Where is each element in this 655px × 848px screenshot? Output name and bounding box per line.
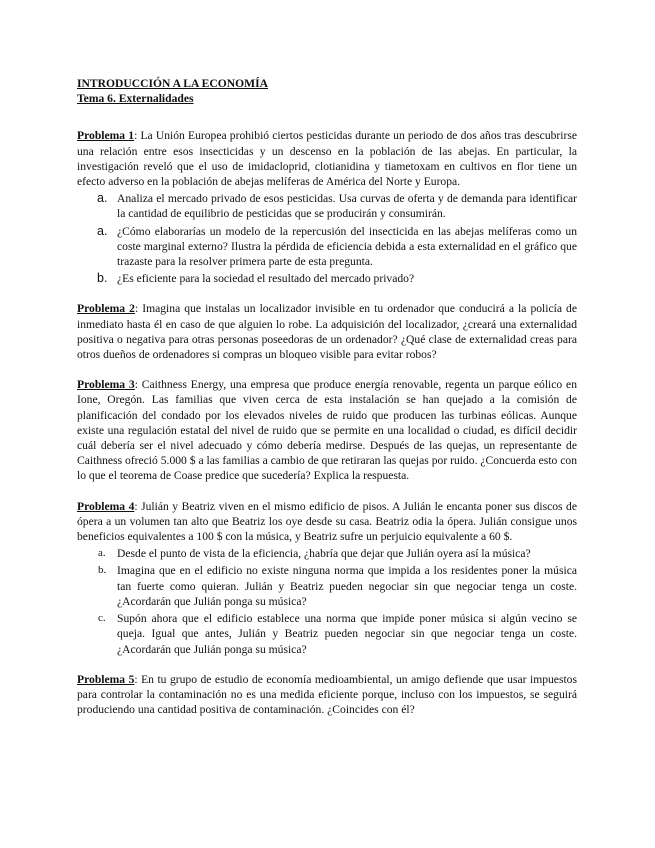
list-item bbox=[77, 191, 577, 221]
problem-5-text: : En tu grupo de estudio de economía medioambiental, un amigo defiende que usar impuestos para controlar la contaminación no es una medida eficiente porque, incluso con los impuestos, se seguirá produciendo una cantidad positiva de contaminación. ¿Coincides con él? bbox=[77, 672, 577, 717]
problem-4-text: : Julián y Beatriz viven en el mismo edificio de pisos. A Julián le encanta poner sus discos de ópera a un volumen tan alto que Beatriz los oye desde su casa. Beatriz odia la ópera. Julián consigue unos beneficios equivalentes a 100 $ con la música, y Beatriz sufre un perjuicio equivalente a 60 $. bbox=[77, 499, 578, 544]
list-item bbox=[77, 563, 577, 609]
list-item-text: Imagina que en el edificio no existe ninguna norma que impida a los residentes poner la música tan fuerte como quieran. Julián y Beatriz pueden negociar sin que negociar tenga un coste. ¿Acordarán que Julián ponga su música? bbox=[117, 564, 577, 608]
topic-title: Tema 6. Externalidades bbox=[77, 92, 194, 106]
list-marker: a. bbox=[98, 547, 106, 560]
list-item bbox=[77, 271, 577, 286]
problem-5 bbox=[77, 672, 577, 718]
list-item-text: ¿Es eficiente para la sociedad el resultado del mercado privado? bbox=[117, 272, 415, 286]
problem-2 bbox=[77, 301, 577, 362]
list-item bbox=[77, 611, 577, 657]
problem-5-label: Problema 5 bbox=[77, 672, 135, 686]
problem-3 bbox=[77, 377, 577, 483]
problem-1 bbox=[77, 128, 577, 286]
problem-1-label: Problema 1 bbox=[77, 129, 135, 143]
list-marker: a. bbox=[97, 223, 108, 238]
problem-4 bbox=[77, 499, 577, 657]
course-title: INTRODUCCIÓN A LA ECONOMÍA bbox=[77, 77, 268, 90]
list-item bbox=[77, 224, 577, 270]
list-item-text: Analiza el mercado privado de esos pesticidas. Usa curvas de oferta y de demanda para identificar la cantidad de equilibrio de pesticidas que se producirán y consumirán. bbox=[117, 192, 577, 221]
list-item-text: ¿Cómo elaborarías un modelo de la repercusión del insecticida en las abejas melíferas como un coste marginal externo? Ilustra la pérdida de eficiencia debida a esta externalidad en el gráfico que trazaste para la resolver primera parte de esta pregunta. bbox=[117, 224, 577, 269]
problem-3-text: : Caithness Energy, una empresa que produce energía renovable, regenta un parque eólico en Ione, Oregón. Las familias que viven cerca de esta instalación se han quejado a la comisión de planificación del condado por los elevados niveles de ruido que producen las turbinas eólicas. Aunque existe una regulación estatal del nivel de ruido que se permite en una localidad o ciudad, es difícil decidir cuál debería ser el nivel adecuado y cómo debería medirse. Después de las quejas, un representante de Caithness ofreció 5.000 $ a las familias a cambio de que retiraran las quejas por ruido. ¿Concuerda esto con lo que el teorema de Coase predice que sucedería? Explica la respuesta. bbox=[77, 378, 577, 483]
problem-2-label: Problema 2 bbox=[77, 302, 135, 316]
document-page bbox=[77, 76, 577, 717]
list-marker: a. bbox=[97, 191, 108, 206]
problem-1-subitems bbox=[77, 191, 577, 286]
problem-4-subitems bbox=[77, 546, 577, 656]
list-marker: c. bbox=[98, 612, 106, 625]
problem-1-text: : La Unión Europea prohibió ciertos pesticidas durante un periodo de dos años tras descubrirse una relación entre esos insecticidas y un descenso en la población de las abejas. En particular, la investigación reveló que el uso de imidacloprid, clotianidina y tiametoxam en cultivos en flor tiene un efecto adverso en la población de abejas melíferas de América del Norte y Europa. bbox=[77, 129, 578, 189]
list-item-text: Desde el punto de vista de la eficiencia, ¿habría que dejar que Julián oyera así la música? bbox=[117, 547, 531, 561]
list-item bbox=[77, 546, 577, 561]
list-marker: b. bbox=[97, 271, 108, 286]
problem-4-label: Problema 4 bbox=[77, 499, 135, 513]
problem-2-text: : Imagina que instalas un localizador invisible en tu ordenador que conducirá a la policía de inmediato hasta él en caso de que alguien lo robe. La adquisición del localizador, ¿creará una externalidad positiva o negativa para otras personas poseedoras de un ordenador? ¿Qué clase de externalidad creas para otros dueños de ordenadores si compras un bloqueo visible para evitar robos? bbox=[77, 302, 578, 362]
list-item-text: Supón ahora que el edificio establece una norma que impide poner música si algún vecino se queja. Igual que antes, Julián y Beatriz pueden negociar sin que negociar tenga un coste. ¿Acordarán que Julián ponga su música? bbox=[117, 612, 577, 656]
list-marker: b. bbox=[98, 564, 107, 577]
problem-3-label: Problema 3 bbox=[77, 378, 135, 392]
